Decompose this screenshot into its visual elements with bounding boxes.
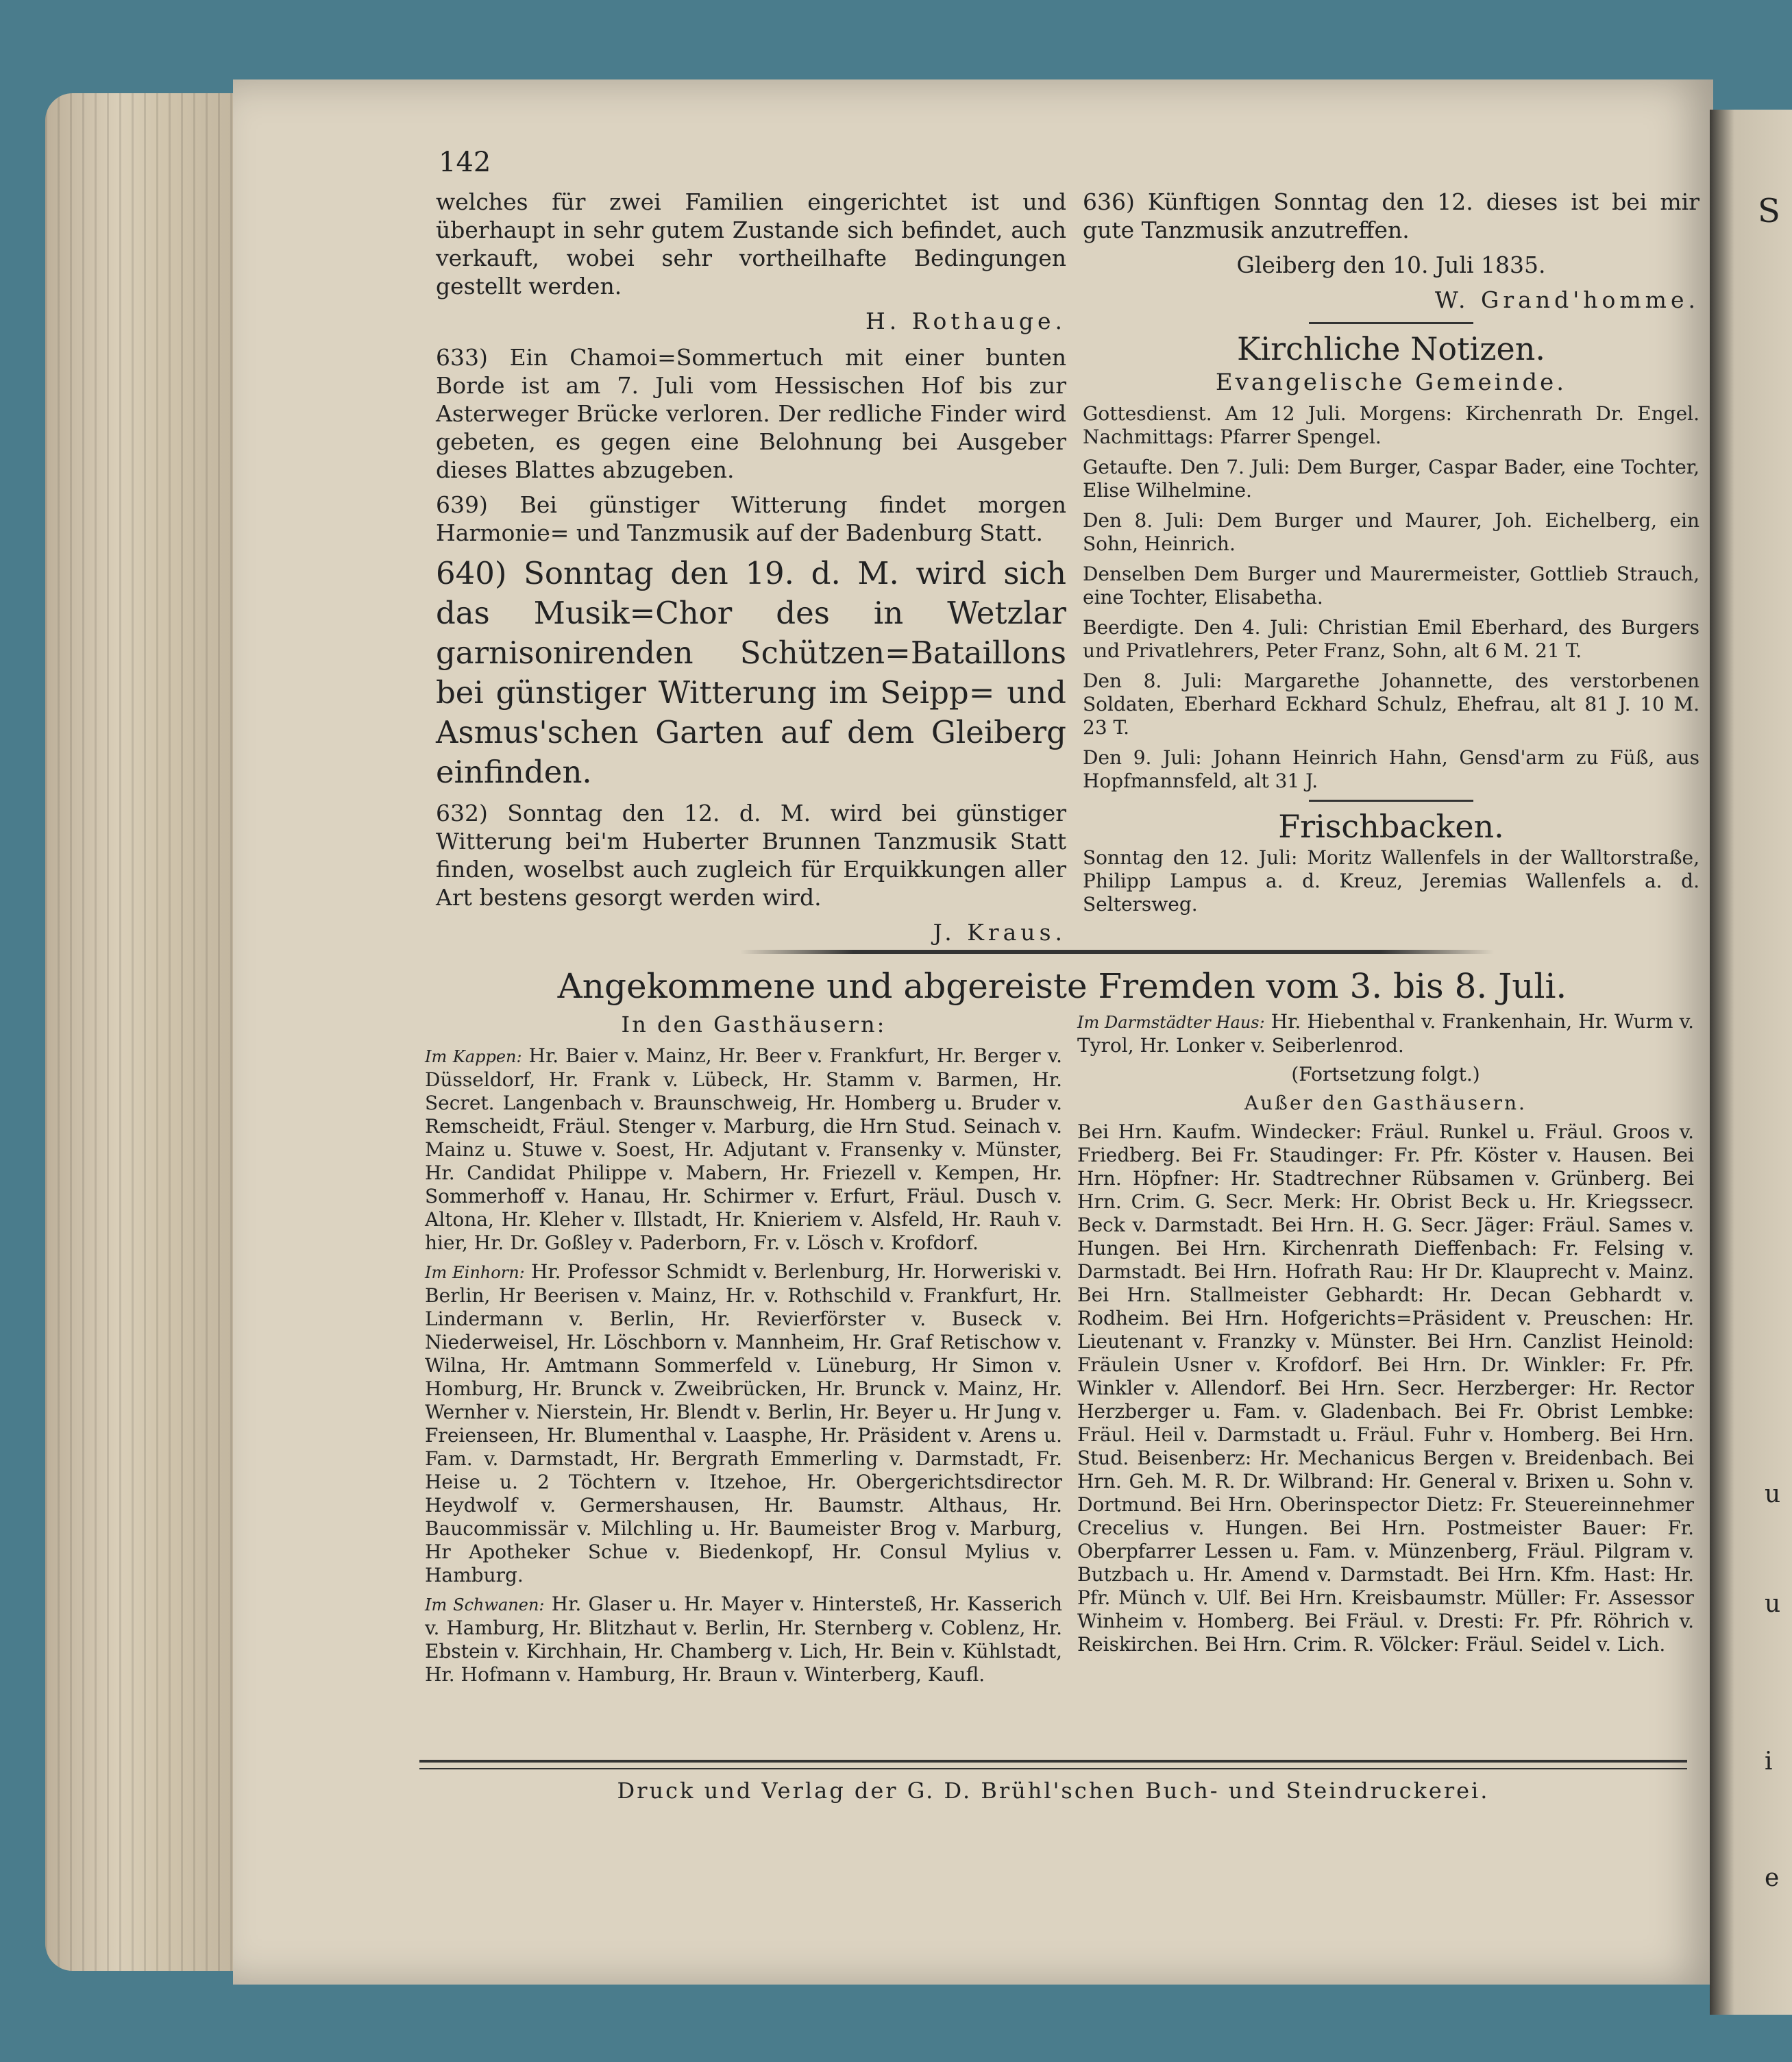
arrivals-left-column (425, 1044, 1062, 1692)
footer-rule (419, 1760, 1687, 1769)
arrivals-text: Hr. Professor Schmidt v. Berlenburg, Hr. Horweriski v. Berlin, Hr Beerisen v. Mainz, Hr. v. Rothschild v. Frankfurt, Hr. Lindermann v. Berlin, Hr. Revierförster v. Buseck v. Niederweisel, Hr. Löschborn v. Mannheim, Hr. Graf Retischow v. Wilna, Hr. Amtmann Sommerfeld v. Lüneburg, Hr Simon v. Homburg, Hr. Brunck v. Zweibrücken, Hr. Brunck v. Mainz, Hr. Wernher v. Nierstein, Hr. Blendt v. Berlin, Hr. Beyer u. Hr Jung v. Freienseen, Hr. Blumenthal v. Laasphe, Hr. Präsident v. Arens u. Fam. v. Darmstadt, Hr. Bergrath Emmerling v. Darmstadt, Fr. Heise u. 2 Töchtern v. Itzehoe, Hr. Obergerichtsdirector Heydwolf v. Germershausen, Hr. Baumstr. Althaus, Hr. Baucommissär v. Milchling u. Hr. Baumeister Brog v. Marburg, Hr Apotheker Schue v. Biedenkopf, Hr. Consul Mylius v. Hamburg. (425, 1260, 1062, 1586)
edge-letter: u (1765, 1590, 1781, 1618)
church-subheading: Evangelische Gemeinde. (1215, 369, 1567, 396)
arrivals-subheading: In den Gasthäusern: (621, 1011, 887, 1038)
page-number: 142 (439, 147, 491, 178)
outside-text: Bei Hrn. Kaufm. Windecker: Fräul. Runkel u. Fräul. Groos v. Friedberg. Bei Fr. Staudinger: Fr. Pfr. Köster v. Hausen. Bei Hrn. Höpfner: Hr. Stadtrechner Rübsamen v. Grünberg. Bei Hrn. Crim. G. Secr. Merk: Hr. Obrist Beck u. Hr. Kriegssecr. Beck v. Darmstadt. Bei Hrn. H. G. Secr. Jäger: Fräul. Sames v. Hungen. Bei Hrn. Kirchenrath Dieffenbach: Fr. Felsing v. Darmstadt. Bei Hrn. Hofrath Rau: Hr Dr. Klauprecht v. Mainz. Bei Hrn. Stallmeister Gebhardt: Hr. Decan Gebhardt v. Rodheim. Bei Hrn. Hofgerichts=Präsident v. Preuschen: Hr. Lieutenant v. Franzky v. Münster. Bei Hrn. Canzlist Heinold: Fräulein Usner v. Krofdorf. Bei Hrn. Dr. Winkler: Fr. Pfr. Winkler v. Allendorf. Bei Hrn. Secr. Herzberger: Hr. Rector Herzberger u. Fam. v. Gladenbach. Bei Fr. Obrist Lembke: Fräul. Heil v. Darmstadt u. Fräul. Fuhr v. Homberg. Bei Hrn. Stud. Beisenberz: Hr. Mechanicus Bergen v. Breidenbach. Bei Hrn. Geh. M. R. Dr. Wilbrand: Hr. General v. Brixen u. Sohn v. Dortmund. Bei Hrn. Oberinspector Dietz: Fr. Steuereinnehmer Crecelius v. Hungen. Bei Hrn. Postmeister Bauer: Fr. Oberpfarrer Lessen u. Fam. v. Münzenberg, Fräul. Pilgram v. Butzbach u. Hr. Amend v. Darmstadt. Bei Hrn. Kfm. Hast: Hr. Pfr. Münch v. Ulf. Bei Hrn. Kreisbaumstr. Müller: Fr. Assessor Winheim v. Homberg. Bei Fräul. v. Dresti: Fr. Pfr. Röhrich v. Reiskirchen. Bei Hrn. Crim. R. Völcker: Fräul. Seidel v. Lich. (1077, 1120, 1694, 1656)
signature: W. Grand'homme. (1434, 286, 1699, 313)
notice-640: 640) Sonntag den 19. d. M. wird sich das Musik=Chor des in Wetzlar garnisonirenden Schützen=Bataillons bei günstiger Witterung im Seipp= und Asmus'schen Garten auf dem Gleiberg einfinden. (436, 555, 1066, 790)
bakery-text: Sonntag den 12. Juli: Moritz Wallenfels in der Walltorstraße, Philipp Lampus a. d. Kreuz, Jeremias Wallenfels a. d. Seltersweg. (1083, 846, 1699, 916)
notice-633: 633) Ein Chamoi=Sommertuch mit einer bunten Borde ist am 7. Juli vom Hessischen Hof bis zur Asterweger Brücke verloren. Der redliche Finder wird gebeten, es gegen eine Belohnung bei Ausgeber dieses Blattes abzugeben. (436, 344, 1066, 483)
arrivals-einhorn (425, 1260, 1062, 1587)
burials: Den 9. Juli: Johann Heinrich Hahn, Gensd'arm zu Füß, aus Hopfmannsfeld, alt 31 J. (1083, 746, 1699, 792)
next-page-edge (1710, 110, 1792, 2015)
location-label: Im Kappen: (425, 1047, 522, 1066)
edge-letter: u (1765, 1480, 1781, 1508)
right-column (1083, 188, 1699, 923)
notice-632: 632) Sonntag den 12. d. M. wird bei günstiger Witterung bei'm Huberter Brunnen Tanzmusik Statt finden, woselbst auch zugleich für Erquikkungen aller Art bestens gesorgt werden wird. (436, 800, 1066, 911)
left-column (436, 188, 1066, 955)
arrivals-darmstaedter (1077, 1010, 1694, 1057)
signature: J. Kraus. (933, 919, 1066, 946)
location-label: Im Darmstädter Haus: (1077, 1013, 1265, 1032)
arrivals-text: Hr. Glaser u. Hr. Mayer v. Hintersteß, Hr. Kasserich v. Hamburg, Hr. Blitzhaut v. Berlin, Hr. Sternberg v. Coblenz, Hr. Ebstein v. Kirchhain, Hr. Chamberg v. Lich, Hr. Bein v. Kühlstadt, Hr. Hofmann v. Hamburg, Hr. Braun v. Winterberg, Kaufl. (425, 1593, 1062, 1686)
edge-letter: i (1765, 1747, 1773, 1776)
burials: Den 8. Juli: Margarethe Johannette, des verstorbenen Soldaten, Eberhard Eckhard Schulz, Ehefrau, alt 81 J. 10 M. 23 T. (1083, 670, 1699, 739)
edge-letter: e (1765, 1864, 1780, 1892)
arrivals-text: Hr. Hiebenthal v. Frankenhain, Hr. Wurm v. Tyrol, Hr. Lonker v. Seiberlenrod. (1077, 1010, 1694, 1057)
church-service: Gottesdienst. Am 12 Juli. Morgens: Kirchenrath Dr. Engel. Nachmittags: Pfarrer Spengel. (1083, 402, 1699, 448)
church-heading: Kirchliche Notizen. (1237, 330, 1545, 367)
place-date: Gleiberg den 10. Juli 1835. (1236, 251, 1546, 278)
divider (1309, 800, 1473, 802)
arrivals-kappen (425, 1044, 1062, 1255)
book-page-edges (45, 93, 251, 1971)
notice-intro: welches für zwei Familien eingerichtet ist und überhaupt in sehr gutem Zustande sich befindet, auch verkauft, wobei sehr vortheilhafte Bedingungen gestellt werden. (436, 188, 1066, 299)
section-rule (740, 950, 1494, 954)
location-label: Im Schwanen: (425, 1595, 545, 1615)
arrivals-right-column (1077, 1010, 1694, 1662)
bakery-heading: Frischbacken. (1278, 808, 1504, 845)
arrivals-text: Hr. Baier v. Mainz, Hr. Beer v. Frankfurt, Hr. Berger v. Düsseldorf, Hr. Frank v. Lübeck, Hr. Stamm v. Barmen, Hr. Secret. Langenbach v. Braunschweig, Hr. Homberg u. Bruder v. Remscheidt, Fräul. Stenger v. Marburg, die Hrn Stud. Seinach v. Mainz u. Stuwe v. Soest, Hr. Adjutant v. Fransenky v. Münster, Hr. Candidat Philippe v. Mabern, Hr. Friezell v. Kempen, Hr. Sommerhoff v. Hanau, Hr. Schirmer v. Erfurt, Fräul. Dusch v. Altona, Hr. Kleher v. Illstadt, Hr. Knieriem v. Alsfeld, Hr. Rauh v. hier, Hr. Dr. Goßley v. Paderborn, Fr. v. Lösch v. Krofdorf. (425, 1044, 1063, 1254)
location-label: Im Einhorn: (425, 1263, 525, 1282)
baptisms: Den 8. Juli: Dem Burger und Maurer, Joh. Eichelberg, ein Sohn, Heinrich. (1083, 509, 1699, 555)
arrivals-schwanen (425, 1593, 1062, 1686)
continuation-note: (Fortsetzung folgt.) (1291, 1063, 1480, 1085)
baptisms: Denselben Dem Burger und Maurermeister, Gottlieb Strauch, eine Tochter, Elisabetha. (1083, 563, 1699, 609)
notice-636: 636) Künftigen Sonntag den 12. dieses ist bei mir gute Tanzmusik anzutreffen. (1083, 188, 1699, 243)
outside-heading: Außer den Gasthäusern. (1244, 1092, 1527, 1114)
burials: Beerdigte. Den 4. Juli: Christian Emil Eberhard, des Burgers und Privatlehrers, Peter Franz, Sohn, alt 6 M. 21 T. (1083, 616, 1699, 662)
divider (1309, 322, 1473, 324)
arrivals-title: Angekommene und abgereiste Fremden vom 3. bis 8. Juli. (557, 966, 1567, 1006)
notice-639: 639) Bei günstiger Witterung findet morgen Harmonie= und Tanzmusik auf der Badenburg Statt. (436, 491, 1066, 546)
printer-imprint: Druck und Verlag der G. D. Brühl'schen Buch- und Steindruckerei. (617, 1778, 1490, 1804)
signature: H. Rothauge. (865, 308, 1066, 334)
baptisms: Getaufte. Den 7. Juli: Dem Burger, Caspar Bader, eine Tochter, Elise Wilhelmine. (1083, 456, 1699, 502)
edge-letter: S (1758, 192, 1780, 230)
